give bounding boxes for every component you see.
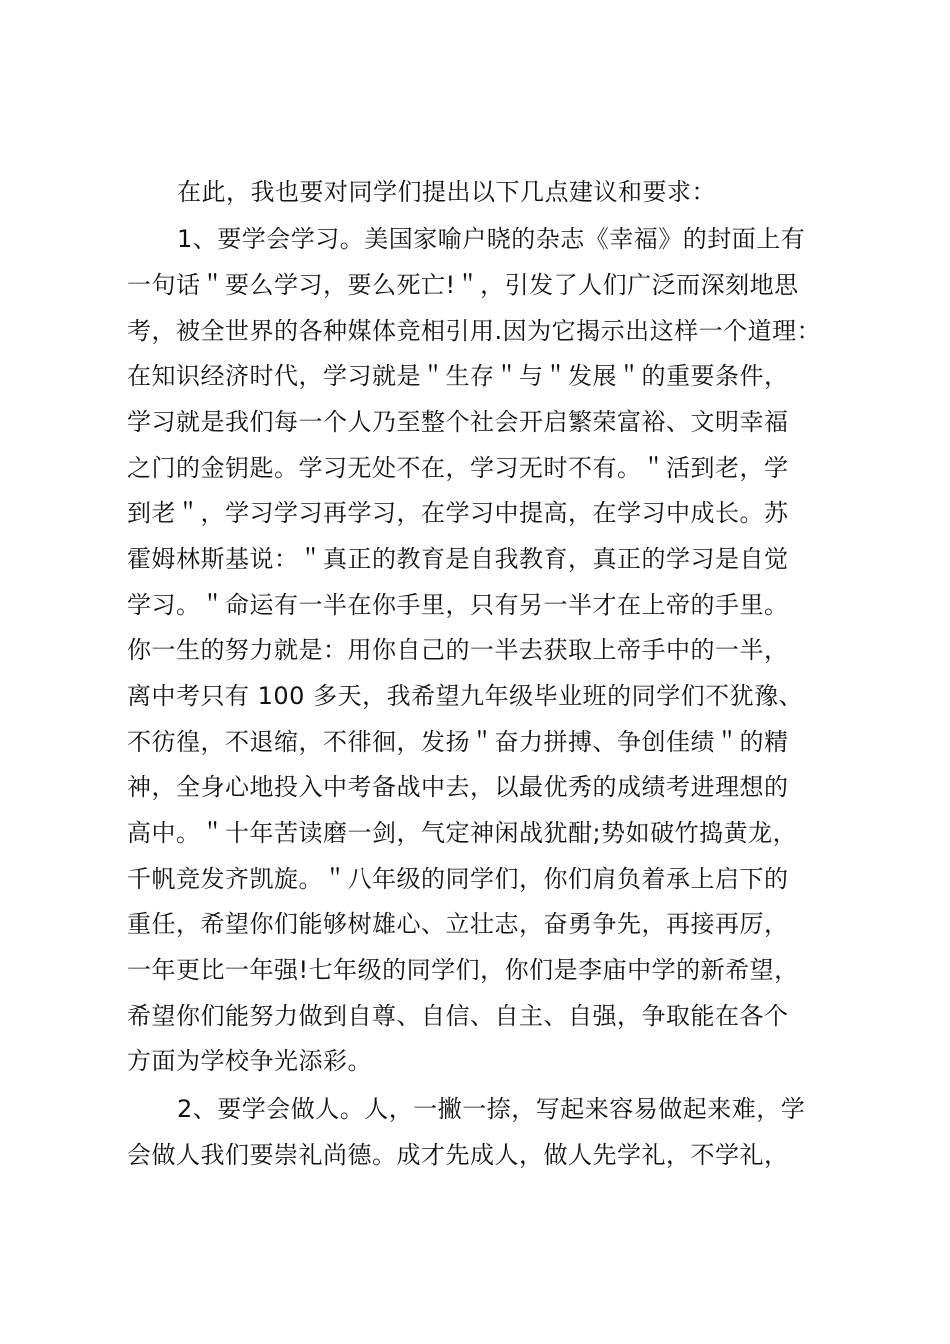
- text-line: 不彷徨，不退缩，不徘徊，发扬＂奋力拼搏、争创佳绩＂的精: [127, 728, 789, 756]
- text-line: 神，全身心地投入中考备战中去，以最优秀的成绩考进理想的: [127, 773, 789, 801]
- text-line: 希望你们能努力做到自尊、自信、自主、自强，争取能在各个: [127, 1002, 789, 1030]
- text-line: 学习就是我们每一个人乃至整个社会开启繁荣富裕、文明幸福: [127, 408, 789, 436]
- text-line: 考，被全世界的各种媒体竞相引用.因为它揭示出这样一个道理：: [127, 317, 822, 345]
- text-line: 方面为学校争光添彩。: [127, 1047, 372, 1075]
- text-line: 一句话＂要么学习，要么死亡!＂，引发了人们广泛而深刻地思: [127, 271, 799, 299]
- text-line: 高中。＂十年苦读磨一剑，气定神闲战犹酣;势如破竹捣黄龙，: [127, 819, 798, 847]
- text-line: 霍姆林斯基说：＂真正的教育是自我教育，真正的学习是自觉: [127, 545, 789, 573]
- text-line: 一年更比一年强!七年级的同学们，你们是李庙中学的新希望，: [127, 956, 799, 984]
- text-line: 千帆竞发齐凯旋。＂八年级的同学们，你们肩负着承上启下的: [127, 865, 789, 893]
- text-line: 你一生的努力就是：用你自己的一半去获取上帝手中的一半，: [127, 636, 789, 664]
- text-line: 在此，我也要对同学们提出以下几点建议和要求：: [177, 178, 716, 206]
- text-line: 在知识经济时代，学习就是＂生存＂与＂发展＂的重要条件，: [127, 362, 789, 390]
- text-line: 2、要学会做人。人，一撇一捺，写起来容易做起来难，学: [177, 1095, 806, 1123]
- text-line: 之门的金钥匙。学习无处不在，学习无时不有。＂活到老，学: [127, 454, 789, 482]
- text-line: 1、要学会学习。美国家喻户晓的杂志《幸福》的封面上有: [177, 225, 806, 253]
- text-line: 重任，希望你们能够树雄心、立壮志，奋勇争先，再接再厉，: [127, 910, 789, 938]
- text-line: 到老＂，学习学习再学习，在学习中提高，在学习中成长。苏: [127, 499, 789, 527]
- text-line: 学习。＂命运有一半在你手里，只有另一半才在上帝的手里。: [127, 591, 789, 619]
- text-line: 离中考只有 100 多天，我希望九年级毕业班的同学们不犹豫、: [127, 682, 804, 710]
- text-line: 会做人我们要崇礼尚德。成才先成人，做人先学礼，不学礼，: [127, 1141, 789, 1169]
